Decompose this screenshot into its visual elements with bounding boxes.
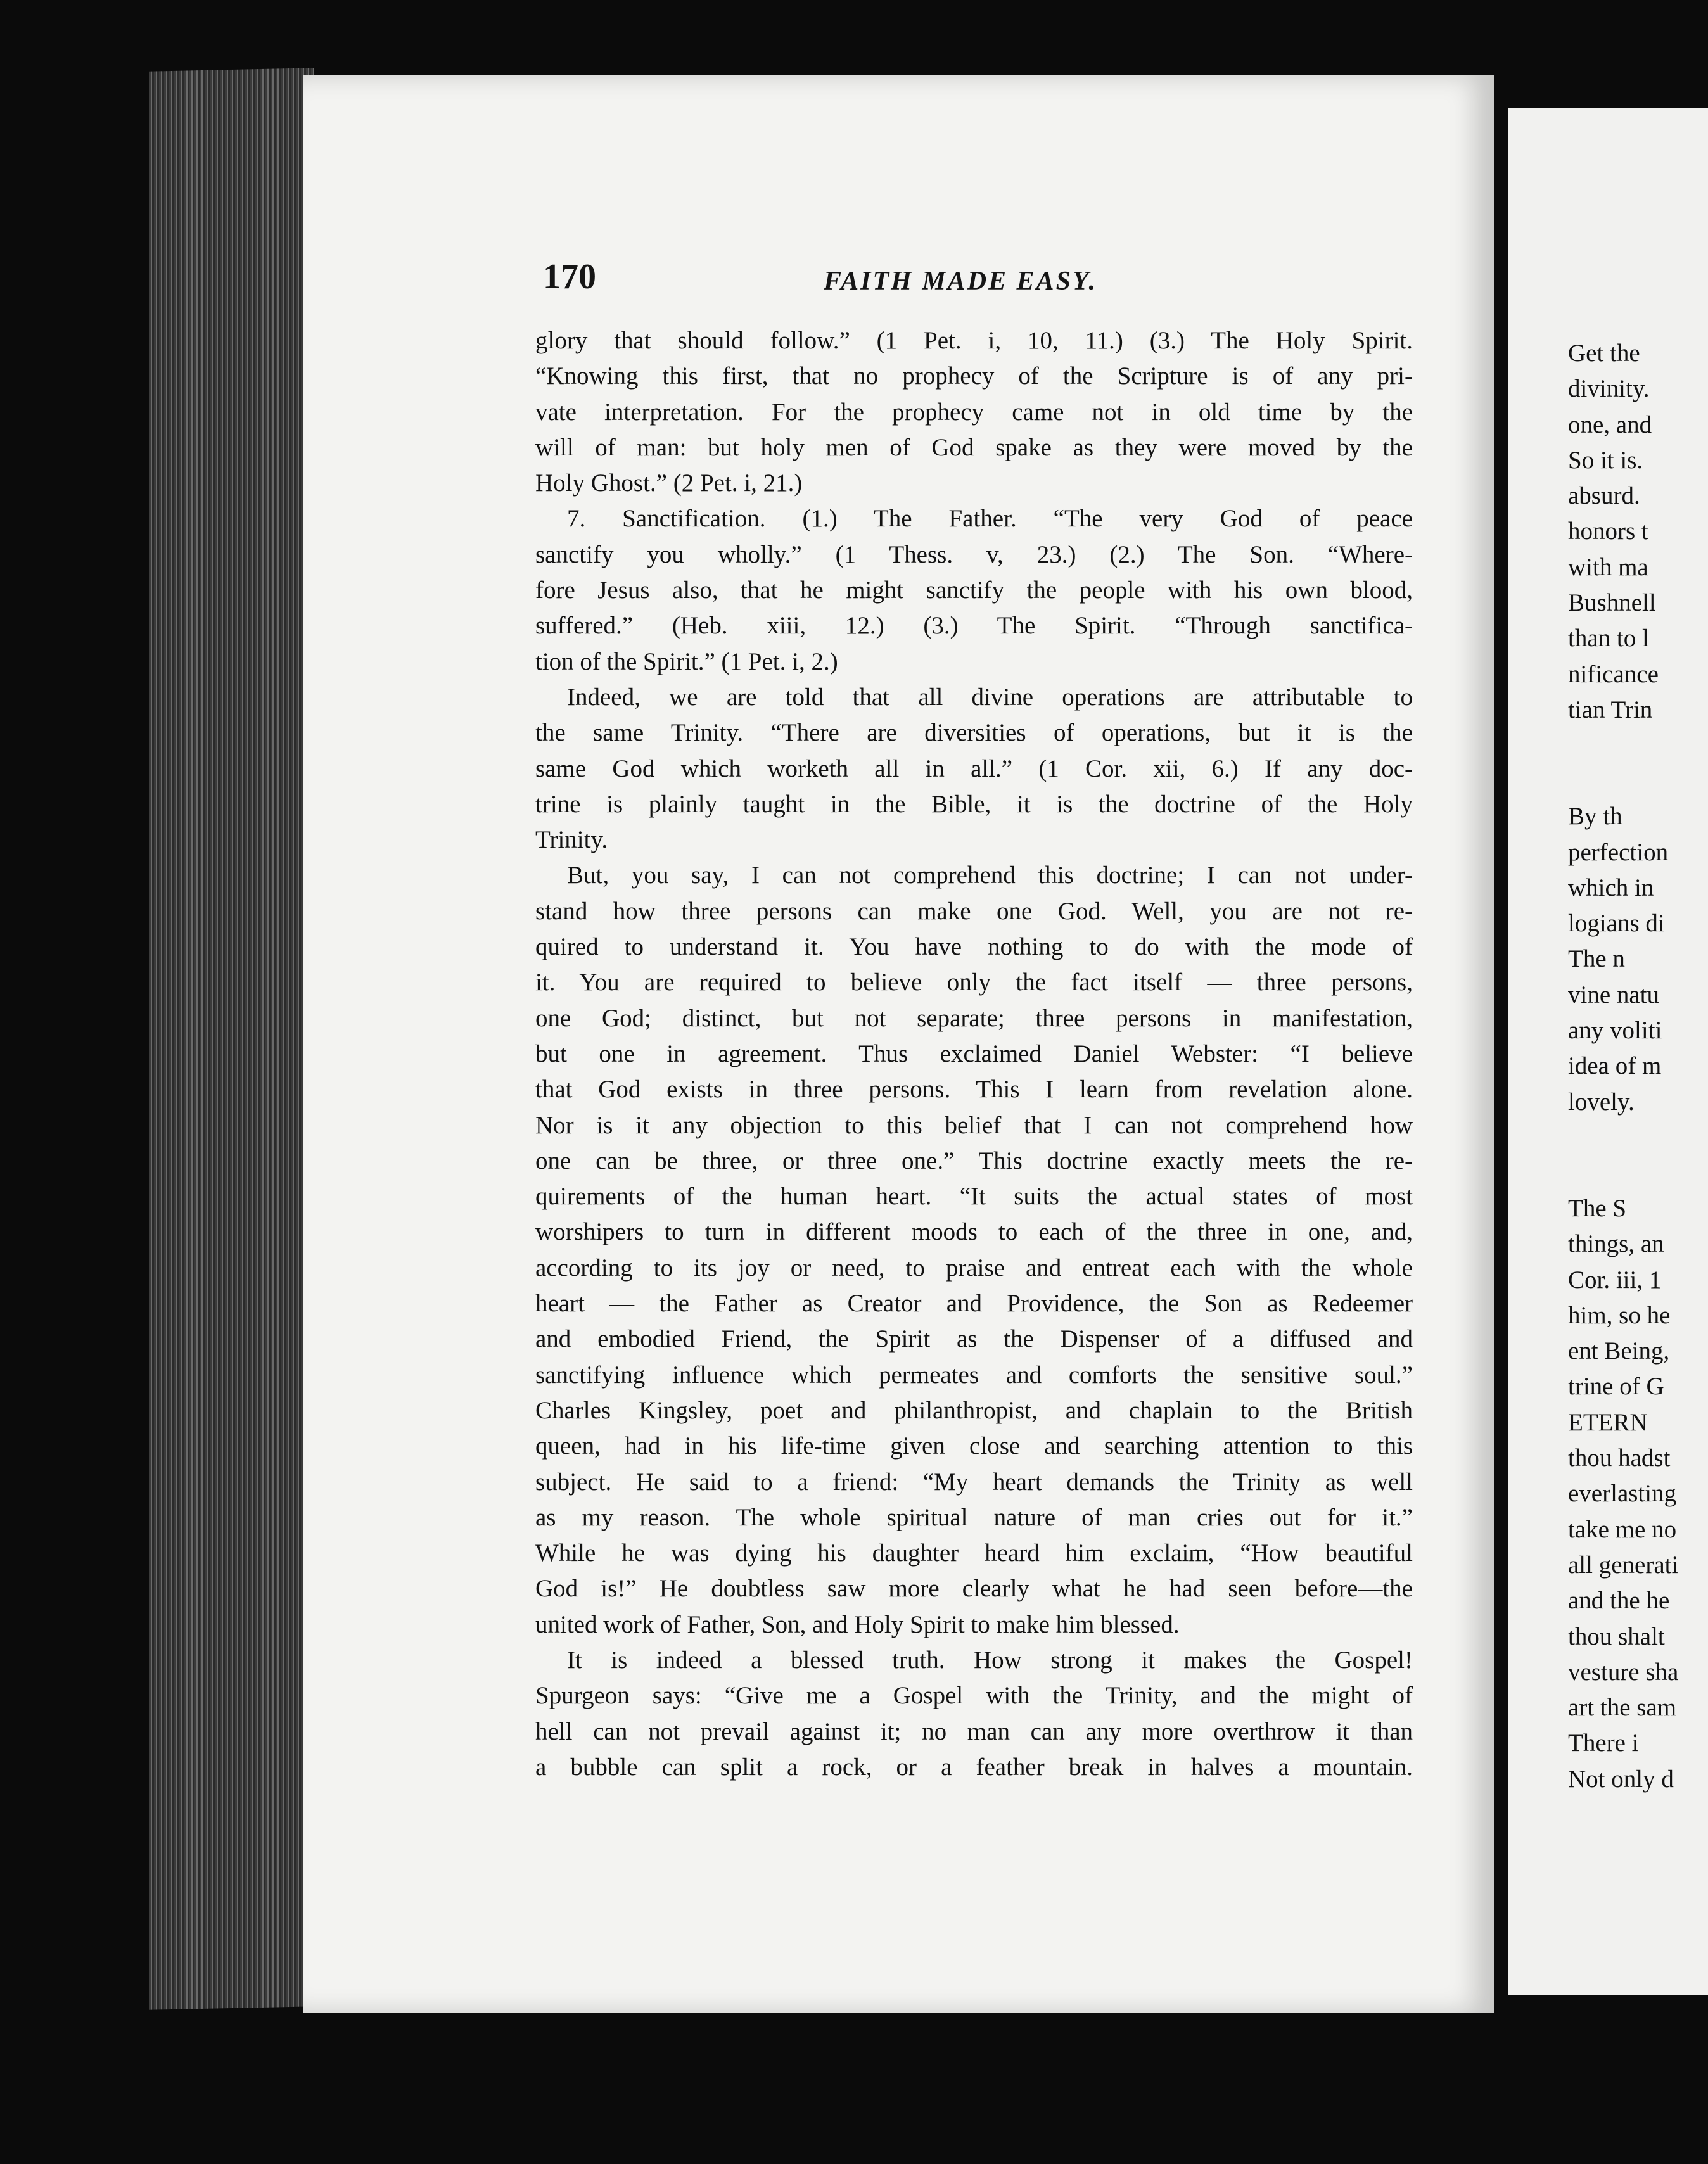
right-text-line: with ma	[1568, 553, 1648, 581]
right-text-line: honors t	[1568, 518, 1648, 545]
right-text-line: him, so he	[1568, 1301, 1671, 1329]
right-text-line: ent Being,	[1568, 1337, 1670, 1365]
right-text-line: which in	[1568, 874, 1654, 901]
text-line: a bubble can split a rock, or a feather break in halves a mountain.	[535, 1753, 1413, 1781]
text-line: sanctify you wholly.” (1 Thess. v, 23.) (2.) The Son. “Where-	[535, 540, 1413, 568]
text-line: sanctifying influence which permeates and comforts the sensitive soul.”	[535, 1361, 1413, 1389]
right-text-line: vine natu	[1568, 981, 1660, 1009]
body-text	[535, 323, 1413, 1785]
text-line: Nor is it any objection to this belief that I can not comprehend how	[535, 1111, 1413, 1139]
right-text-line: vesture sha	[1568, 1658, 1679, 1686]
text-line: according to its joy or need, to praise and entreat each with the whole	[535, 1254, 1413, 1282]
text-line: trine is plainly taught in the Bible, it is the doctrine of the Holy	[535, 790, 1413, 818]
text-line: united work of Father, Son, and Holy Spirit to make him blessed.	[535, 1610, 1180, 1638]
text-line: Spurgeon says: “Give me a Gospel with the Trinity, and the might of	[535, 1682, 1413, 1710]
right-text-line: lovely.	[1568, 1088, 1635, 1116]
text-line: Indeed, we are told that all divine operations are attributable to	[567, 683, 1413, 711]
text-line: will of man: but holy men of God spake as they were moved by the	[535, 433, 1413, 461]
text-line: Trinity.	[535, 826, 608, 854]
text-line: quirements of the human heart. “It suits the actual states of most	[535, 1183, 1413, 1211]
running-head: FAITH MADE EASY.	[824, 267, 1097, 296]
right-text-line: tian Trin	[1568, 696, 1653, 723]
right-text-line: one, and	[1568, 411, 1652, 438]
text-line: one can be three, or three one.” This doctrine exactly meets the re-	[535, 1147, 1413, 1174]
right-text-line: trine of G	[1568, 1373, 1664, 1401]
text-line: fore Jesus also, that he might sanctify the people with his own blood,	[535, 576, 1413, 604]
right-text-line: absurd.	[1568, 482, 1640, 510]
text-line: heart — the Father as Creator and Providence, the Son as Redeemer	[535, 1290, 1413, 1318]
gap	[1568, 1120, 1708, 1191]
text-line: that God exists in three persons. This I learn from revelation alone.	[535, 1076, 1413, 1104]
text-line: but one in agreement. Thus exclaimed Daniel Webster: “I believe	[535, 1040, 1413, 1067]
text-line: and embodied Friend, the Spirit as the Dispenser of a diffused and	[535, 1325, 1413, 1353]
right-text-line: logians di	[1568, 910, 1665, 938]
text-line: worshipers to turn in different moods to each of the three in one, and,	[535, 1218, 1413, 1246]
text-line: same God which worketh all in all.” (1 Cor. xii, 6.) If any doc-	[535, 754, 1413, 782]
right-text-line: things, an	[1568, 1230, 1664, 1258]
right-text-line: everlasting	[1568, 1480, 1677, 1508]
right-text-line: By th	[1568, 803, 1622, 831]
right-page-text	[1568, 336, 1708, 1797]
text-line: tion of the Spirit.” (1 Pet. i, 2.)	[535, 647, 838, 675]
gap	[1568, 728, 1708, 799]
right-text-line: Get the	[1568, 340, 1640, 367]
right-text-line: Not only d	[1568, 1765, 1674, 1793]
text-line: as my reason. The whole spiritual nature of man cries out for it.”	[535, 1503, 1413, 1531]
text-line: “Knowing this first, that no prophecy of the Scripture is of any pri-	[535, 362, 1413, 390]
text-line: quired to understand it. You have nothing to do with the mode of	[535, 933, 1413, 961]
right-text-line: nificance	[1568, 660, 1659, 688]
right-text-line: art the sam	[1568, 1694, 1677, 1722]
right-text-line: Cor. iii, 1	[1568, 1266, 1662, 1294]
right-text-line: than to l	[1568, 625, 1649, 652]
page-number: 170	[543, 257, 596, 296]
text-line: While he was dying his daughter heard him exclaim, “How beautiful	[535, 1539, 1413, 1567]
right-text-line: and the he	[1568, 1587, 1670, 1615]
book-page-edges	[149, 68, 314, 2009]
text-line: Charles Kingsley, poet and philanthropist, and chaplain to the British	[535, 1396, 1413, 1424]
text-line: one God; distinct, but not separate; three persons in manifestation,	[535, 1004, 1413, 1032]
text-line: Holy Ghost.” (2 Pet. i, 21.)	[535, 469, 803, 497]
text-line: God is!” He doubtless saw more clearly what he had seen before—the	[535, 1575, 1413, 1603]
right-text-line: thou hadst	[1568, 1444, 1671, 1472]
right-text-line: There i	[1568, 1729, 1639, 1757]
right-text-line: perfection	[1568, 838, 1669, 866]
text-line: stand how three persons can make one God. Well, you are not re-	[535, 897, 1413, 925]
right-text-line: any voliti	[1568, 1017, 1662, 1045]
text-line: hell can not prevail against it; no man can any more overthrow it than	[535, 1717, 1413, 1745]
text-line: But, you say, I can not comprehend this doctrine; I can not under-	[567, 862, 1413, 889]
text-line: suffered.” (Heb. xiii, 12.) (3.) The Spirit. “Through sanctifica-	[535, 612, 1413, 640]
right-text-line: Bushnell	[1568, 589, 1656, 617]
text-line: It is indeed a blessed truth. How strong it makes the Gospel!	[567, 1646, 1413, 1674]
right-text-line: idea of m	[1568, 1052, 1662, 1080]
right-text-line: divinity.	[1568, 375, 1650, 403]
right-text-line: ETERN	[1568, 1408, 1648, 1436]
text-line: the same Trinity. “There are diversities of operations, but it is the	[535, 719, 1413, 747]
text-line: it. You are required to believe only the fact itself — three persons,	[535, 969, 1413, 996]
text-line: glory that should follow.” (1 Pet. i, 10, 11.) (3.) The Holy Spirit.	[535, 327, 1413, 354]
text-line: subject. He said to a friend: “My heart demands the Trinity as well	[535, 1468, 1413, 1496]
text-line: vate interpretation. For the prophecy came not in old time by the	[535, 398, 1413, 426]
right-text-line: So it is.	[1568, 446, 1643, 474]
right-text-line: thou shalt	[1568, 1622, 1665, 1650]
right-text-line: The S	[1568, 1194, 1627, 1222]
text-line: queen, had in his life-time given close and searching attention to this	[535, 1432, 1413, 1460]
right-text-line: all generati	[1568, 1551, 1679, 1579]
right-text-line: take me no	[1568, 1515, 1677, 1543]
text-line: 7. Sanctification. (1.) The Father. “The very God of peace	[567, 505, 1413, 533]
right-text-line: The n	[1568, 945, 1625, 973]
